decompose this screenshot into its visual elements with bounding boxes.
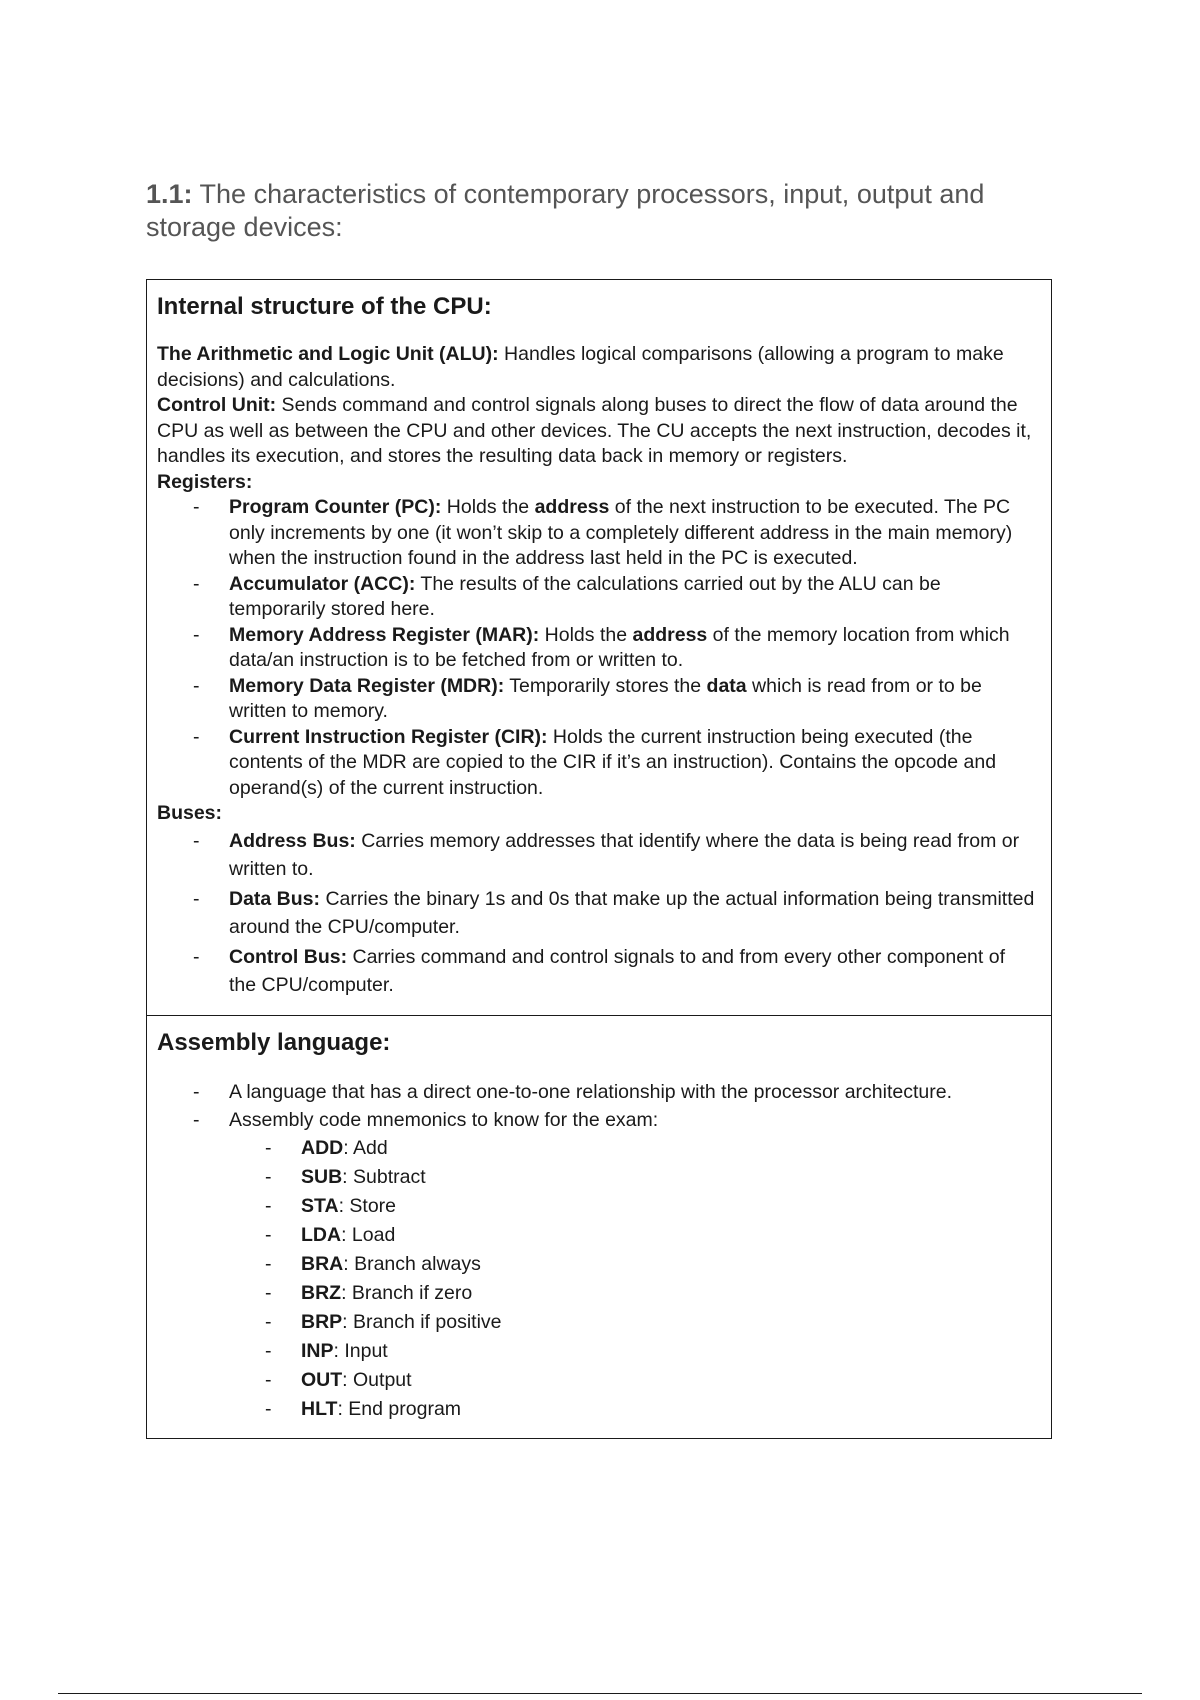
mdr-text-2: which is read from or to be written to memory. — [229, 674, 982, 722]
mnemonic-desc: : Branch if positive — [342, 1310, 502, 1333]
mnemonic-desc: : Subtract — [342, 1165, 426, 1188]
alu-text: Handles logical comparisons (allowing a program to make decisions) and calculations. — [157, 343, 1004, 391]
bus-item-address — [229, 827, 1037, 883]
control-unit-paragraph — [157, 393, 1037, 470]
register-item-mdr — [229, 674, 1037, 725]
mnemonic-item — [301, 1337, 1037, 1366]
mnemonic-code: STA — [301, 1194, 339, 1217]
mnemonic-desc: : Store — [338, 1194, 397, 1217]
address-bus-label: Address Bus: — [229, 829, 356, 852]
acc-text: The results of the calculations carried out by the ALU can be temporarily stored here. — [229, 572, 941, 620]
mnemonic-code: LDA — [301, 1223, 342, 1246]
mnemonic-code: SUB — [301, 1165, 343, 1188]
mnemonic-code: BRP — [301, 1310, 343, 1333]
mnemonic-desc: : Output — [342, 1368, 412, 1391]
control-unit-text: Sends command and control signals along buses to direct the flow of data around the CPU as well as between the CPU and other devices. The CU accepts the next instruction, decodes it, handles its execution, and stores the resulting data back in memory or registers. — [157, 394, 1032, 467]
mnemonic-item — [301, 1279, 1037, 1308]
section-number: 1.1: — [146, 179, 193, 209]
mnemonic-desc: : Load — [341, 1223, 396, 1246]
assembly-language-title: Assembly language: — [157, 1028, 391, 1056]
bus-item-control — [229, 943, 1037, 999]
registers-list — [157, 495, 1037, 801]
address-bus-text: Carries memory addresses that identify where the data is being read from or written to. — [229, 829, 1020, 880]
cir-text: Holds the current instruction being executed (the contents of the MDR are copied to the CIR if it’s an instruction). Contains the opcode and operand(s) of the current instruction. — [229, 725, 997, 799]
buses-label: Buses: — [157, 802, 223, 824]
cir-label: Current Instruction Register (CIR): — [229, 725, 548, 748]
mnemonic-desc: : Branch always — [343, 1252, 481, 1275]
assembly-points-list — [157, 1078, 1037, 1424]
section-heading-text: The characteristics of contemporary processors, input, output and storage devices: — [146, 179, 985, 242]
mnemonic-item — [301, 1395, 1037, 1424]
assembly-language-cell — [147, 1015, 1051, 1438]
mnemonic-code: BRZ — [301, 1281, 342, 1304]
mdr-text-1: Temporarily stores the — [504, 674, 707, 697]
control-unit-label: Control Unit: — [157, 394, 277, 416]
mnemonic-code: OUT — [301, 1368, 343, 1391]
acc-label: Accumulator (ACC): — [229, 572, 416, 595]
data-bus-label: Data Bus: — [229, 887, 321, 910]
notes-table — [146, 279, 1052, 1439]
pc-text-2: of the next instruction to be executed. The PC only increments by one (it won’t skip to a completely different address in the main memory) when the instruction found in the address last held in the PC is executed. — [229, 496, 1013, 569]
mar-text-1: Holds the — [539, 623, 633, 646]
mnemonic-item — [301, 1134, 1037, 1163]
mdr-bold-term: data — [706, 674, 747, 697]
assembly-point-2 — [229, 1106, 1037, 1424]
mar-bold-term: address — [632, 623, 708, 646]
assembly-point-1: - A language that has a direct one-to-one relationship with the processor architecture. — [229, 1078, 1037, 1106]
register-item-pc — [229, 495, 1037, 572]
mnemonic-code: BRA — [301, 1252, 344, 1275]
register-item-mar — [229, 623, 1037, 674]
footer-divider — [58, 1693, 1142, 1694]
mnemonic-item — [301, 1221, 1037, 1250]
mar-text-2: of the memory location from which data/an instruction is to be fetched from or written to. — [229, 623, 1010, 671]
alu-paragraph — [157, 342, 1037, 393]
buses-list — [157, 827, 1037, 999]
mnemonic-desc: : Branch if zero — [341, 1281, 473, 1304]
mnemonic-code: INP — [301, 1339, 334, 1362]
section-heading — [146, 178, 1076, 244]
mnemonic-code: ADD — [301, 1136, 344, 1159]
mnemonics-list — [229, 1134, 1037, 1424]
alu-label: The Arithmetic and Logic Unit (ALU): — [157, 343, 499, 365]
mar-label: Memory Address Register (MAR): — [229, 623, 540, 646]
register-item-cir — [229, 725, 1037, 802]
pc-label: Program Counter (PC): — [229, 496, 442, 518]
control-bus-label: Control Bus: — [229, 945, 348, 968]
mnemonic-item — [301, 1366, 1037, 1395]
cpu-structure-cell — [147, 280, 1051, 1015]
data-bus-text: Carries the binary 1s and 0s that make up the actual information being transmitted around the CPU/computer. — [229, 887, 1035, 938]
pc-text-1: Holds the — [441, 496, 535, 518]
mnemonic-code: HLT — [301, 1397, 338, 1420]
assembly-point-2-text: Assembly code mnemonics to know for the exam: — [229, 1108, 659, 1131]
mnemonic-item — [301, 1308, 1037, 1337]
bus-item-data — [229, 885, 1037, 941]
mnemonic-item — [301, 1192, 1037, 1221]
mnemonic-desc: : End program — [337, 1397, 462, 1420]
cpu-structure-title: Internal structure of the CPU: — [157, 293, 492, 320]
mnemonic-desc: : Add — [343, 1136, 388, 1159]
mnemonic-item — [301, 1250, 1037, 1279]
register-item-acc — [229, 572, 1037, 623]
mnemonic-item — [301, 1163, 1037, 1192]
mnemonic-desc: : Input — [333, 1339, 388, 1362]
registers-label: Registers: — [157, 470, 253, 493]
control-bus-text: Carries command and control signals to and from every other component of the CPU/computer. — [229, 945, 1005, 996]
mdr-label: Memory Data Register (MDR): — [229, 674, 505, 697]
pc-bold-term: address — [534, 496, 610, 518]
